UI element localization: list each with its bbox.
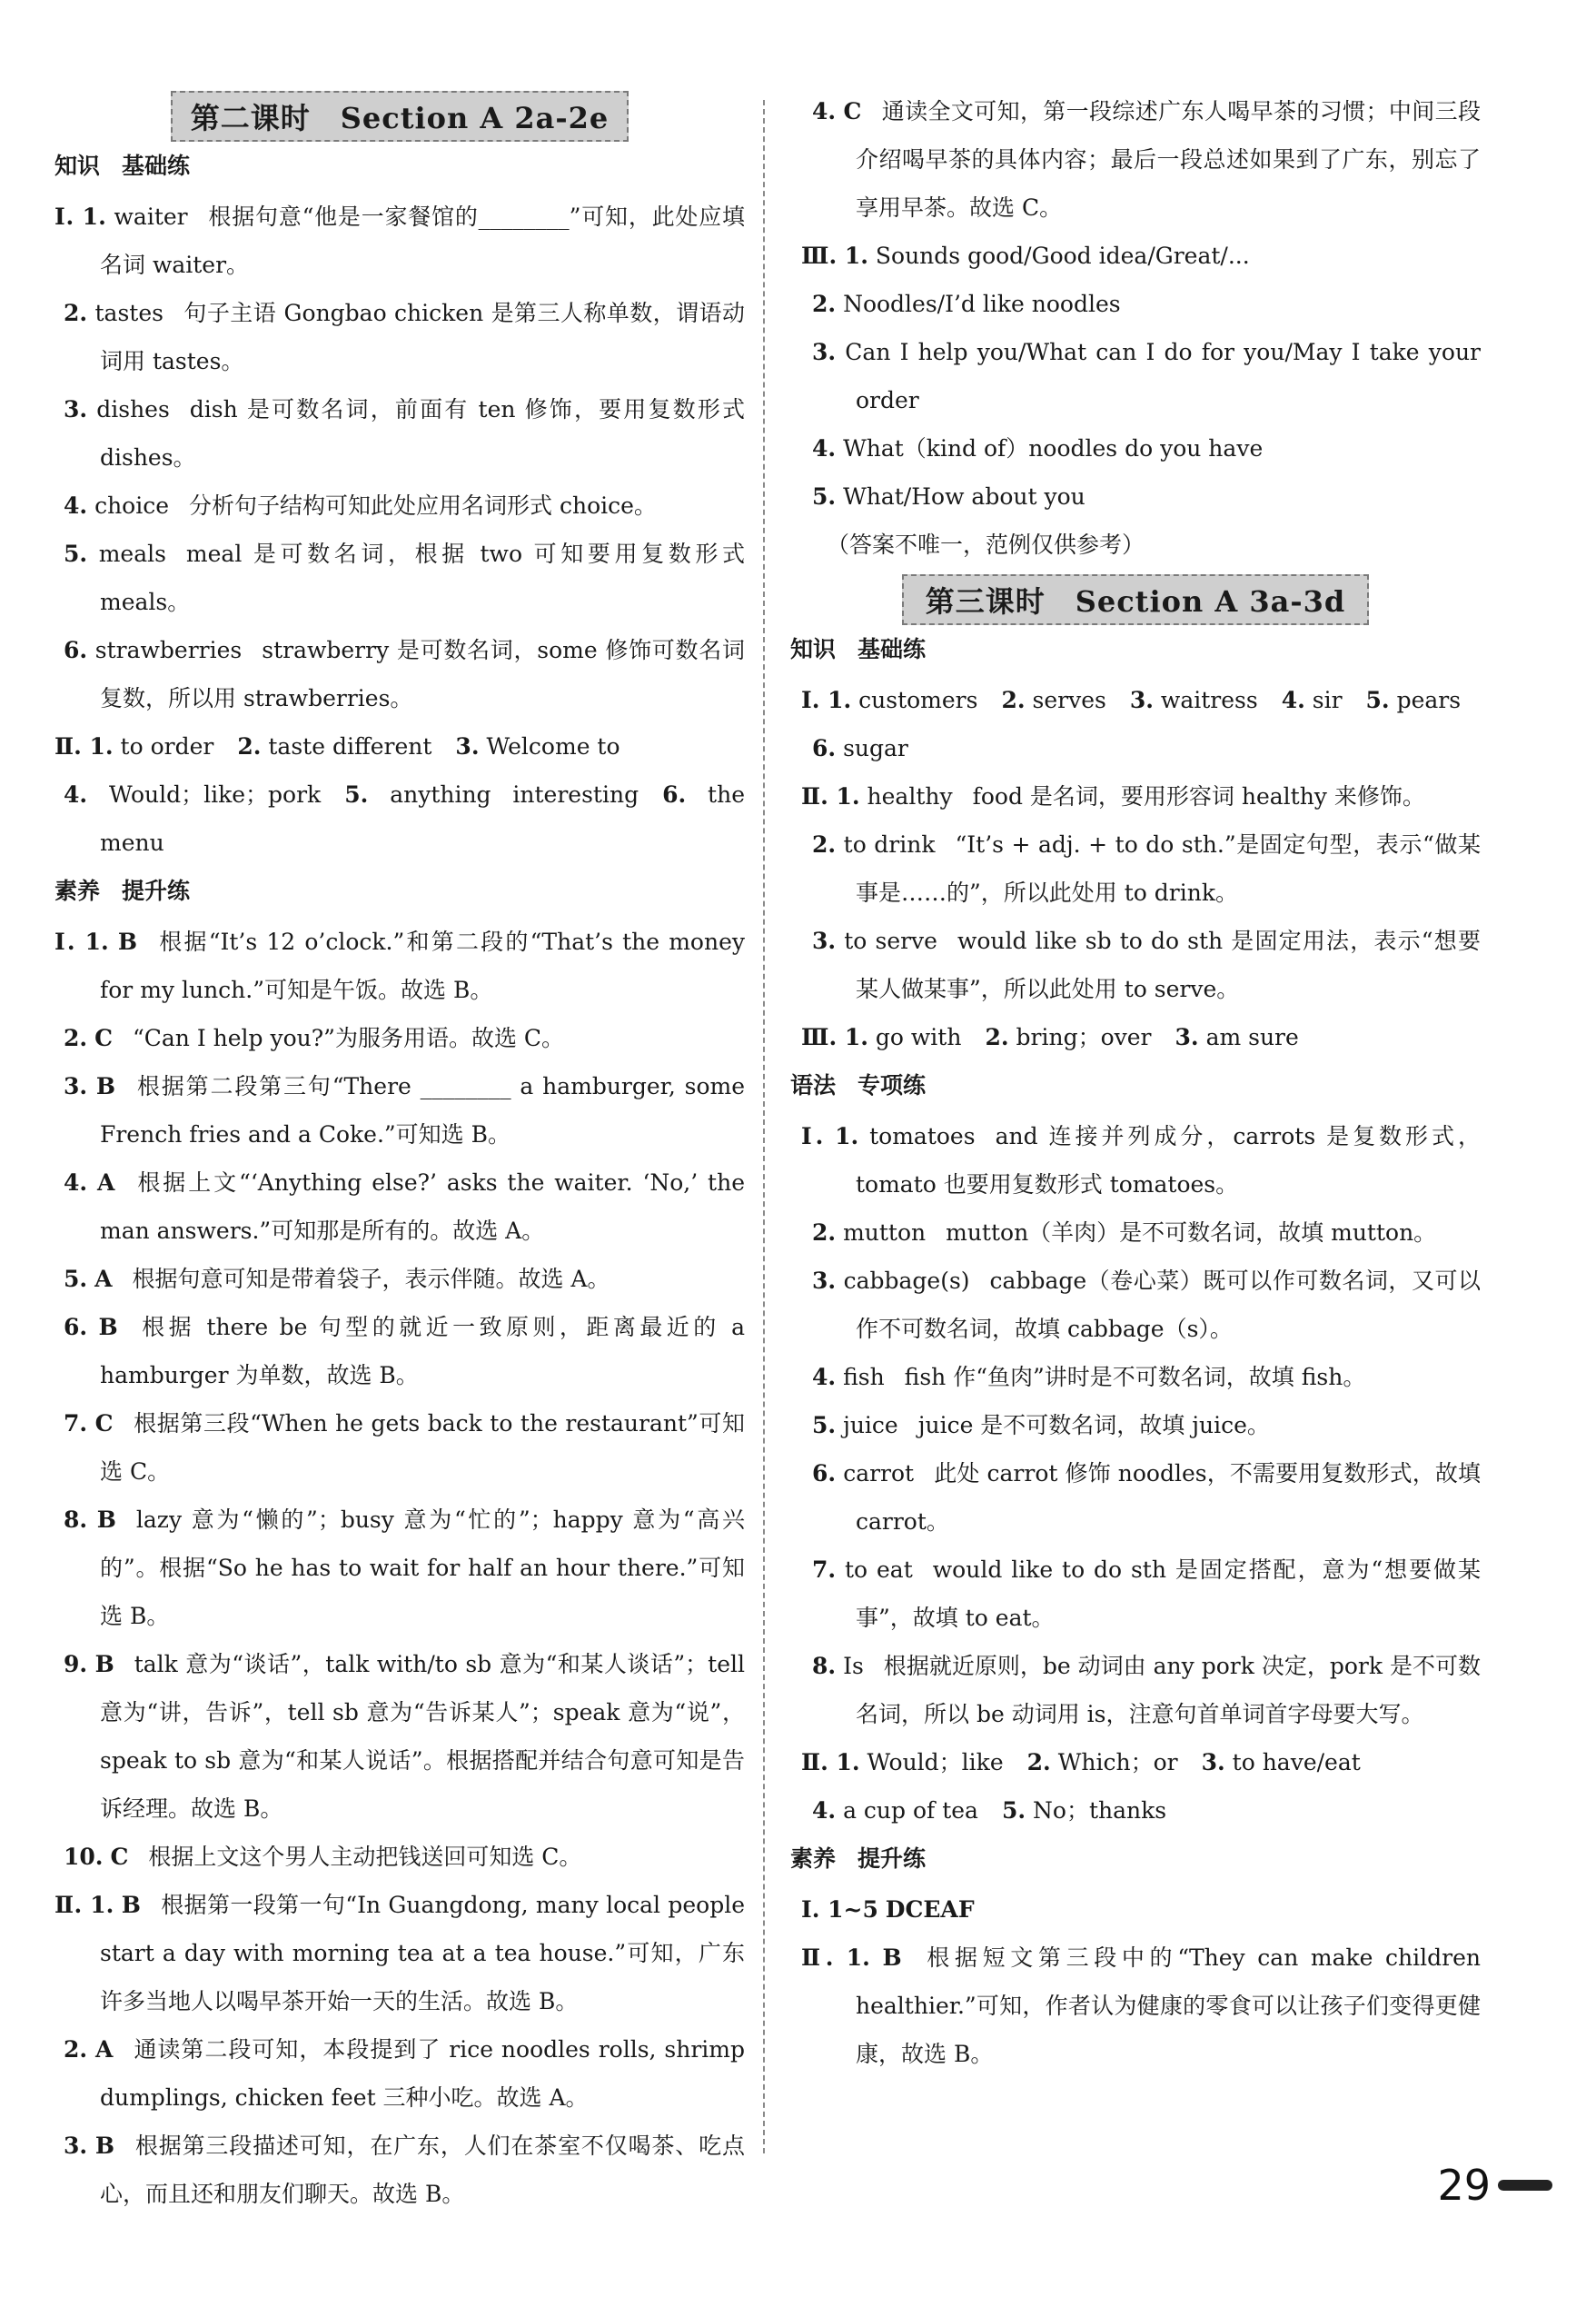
answer-item: 2. mutton mutton（羊肉）是不可数名词，故填 mutton。 [812,1219,1437,1246]
answer-item: 7. C 根据第三段“When he gets back to the restaurant”可知选 C。 [64,1410,745,1485]
answer-item: 8. B lazy 意为“懒的”；busy 意为“忙的”；happy 意为“高兴的”。根据“So he has to wait for half an hour there.”可知选 B。 [64,1506,745,1629]
right-column [790,87,1481,2078]
answer-row: 4. a cup of tea 5. No；thanks [812,1797,1167,1824]
page-number-bar [1498,2180,1552,2191]
answer-item: 2. C “Can I help you?”为服务用语。故选 C。 [64,1025,565,1051]
answer-item: 3. B 根据第二段第三句“There ________ a hamburger, some French fries and a Coke.”可知选 B。 [64,1073,746,1148]
page-number [1437,2161,1552,2210]
answer-item: 8. Is 根据就近原则，be 动词由 any pork 决定，pork 是不可数名词，所以 be 动词用 is，注意句首单词首字母要大写。 [812,1653,1481,1727]
answer-item: 2. to drink “It’s + adj. + to do sth.”是固定句型，表示“做某事是……的”，所以此处用 to drink。 [812,831,1481,906]
answer-item: 3. Can I help you/What can I do for you/May I take your order [812,339,1481,413]
answer-item: 6. carrot 此处 carrot 修饰 noodles，不需要用复数形式，故填 carrot。 [812,1460,1482,1535]
answer-item: 4. A 根据上文“‘Anything else?’ asks the waiter. ‘No,’ the man answers.”可知那是所有的。故选 A。 [64,1169,746,1244]
answer-item: 3. to serve would like sb to do sth 是固定用法，表示“想要某人做某事”，所以此处用 to serve。 [812,928,1481,1002]
page-number-text: 29 [1437,2161,1491,2210]
left-column [55,91,745,2218]
section-heading: 知识 基础练 [790,636,927,662]
section-heading: 知识 基础练 [55,153,191,179]
answer-item: Ⅰ. 1. waiter 根据句意“他是一家餐馆的________”可知，此处应填名词 waiter。 [55,204,745,278]
answer-row: 4. Would；like；pork 5. anything interesting 6. the menu [64,781,745,856]
answer-item: 3. B 根据第三段描述可知，在广东，人们在茶室不仅喝茶、吃点心，而且还和朋友们聊天。故选 B。 [64,2133,745,2207]
answer-item: 6. B 根据 there be 句型的就近一致原则，距离最近的 a hamburger 为单数，故选 B。 [64,1314,745,1388]
answer-item: 10. C 根据上文这个男人主动把钱送回可知选 C。 [64,1844,582,1870]
answer-item: 2. tastes 句子主语 Gongbao chicken 是第三人称单数，谓语动词用 tastes。 [64,300,745,374]
answer-item: 2. Noodles/I’d like noodles [812,291,1121,317]
answer-row: Ⅲ. 1. go with 2. bring；over 3. am sure [801,1024,1299,1050]
answer-item: 3. dishes dish 是可数名词，前面有 ten 修饰，要用复数形式 dishes。 [64,396,745,471]
answer-row: Ⅱ. 1. Would；like 2. Which；or 3. to have/eat [801,1749,1361,1775]
answer-note: （答案不唯一，范例仅供参考） [827,532,1145,558]
answer-row: Ⅱ. 1. to order 2. taste different 3. Welcome to [55,733,620,760]
answer-item: Ⅱ. 1. B 根据短文第三段中的“They can make children healthier.”可知，作者认为健康的零食可以让孩子们变得更健康，故选 B。 [801,1944,1481,2067]
answer-item: 4. What（kind of）noodles do you have [812,435,1264,462]
answer-row: Ⅰ. 1~5 DCEAF [801,1896,975,1923]
section-heading: 素养 提升练 [55,878,191,904]
answer-item: Ⅲ. 1. Sounds good/Good idea/Great/... [801,243,1250,269]
answer-item: 5. juice juice 是不可数名词，故填 juice。 [812,1412,1270,1438]
answer-item: Ⅱ. 1. B 根据第一段第一句“In Guangdong, many local people start a day with morning tea at a tea house.”可知，广东许多当地人以喝早茶开始一天的生活。故选 B。 [55,1892,746,2014]
answer-item: 5. What/How about you [812,483,1085,510]
column-divider [763,100,765,2153]
section-heading: 素养 提升练 [790,1845,927,1872]
answer-item: 2. A 通读第二段可知，本段提到了 rice noodles rolls, shrimp dumplings, chicken feet 三种小吃。故选 A。 [64,2036,745,2111]
section-heading: 语法 专项练 [790,1072,927,1099]
answer-item: 4. fish fish 作“鱼肉”讲时是不可数名词，故填 fish。 [812,1364,1366,1390]
answer-item: 4. C 通读全文可知，第一段综述广东人喝早茶的习惯；中间三段介绍喝早茶的具体内容；最后一段总述如果到了广东，别忘了享用早茶。故选 C。 [812,98,1481,221]
lesson-title: 第二课时 Section A 2a-2e [171,91,629,142]
answer-item: 5. meals meal 是可数名词，根据 two 可知要用复数形式 meals。 [64,541,745,615]
answer-item: 9. B talk 意为“谈话”，talk with/to sb 意为“和某人谈话”；tell 意为“讲，告诉”，tell sb 意为“告诉某人”；speak 意为“说”，speak to sb 意为“和某人说话”。根据搭配并结合句意可知是告诉经理。故选 B。 [64,1651,745,1822]
answer-row: Ⅰ. 1. customers 2. serves 3. waitress 4. sir 5. pears [801,687,1462,713]
answer-item: Ⅰ. 1. B 根据“It’s 12 o’clock.”和第二段的“That’s the money for my lunch.”可知是午饭。故选 B。 [55,929,746,1003]
answer-item: 4. choice 分析句子结构可知此处应用名词形式 choice。 [64,492,657,519]
lesson-title: 第三课时 Section A 3a-3d [902,574,1369,625]
answer-item: 3. cabbage(s) cabbage（卷心菜）既可以作可数名词，又可以作不可数名词，故填 cabbage（s）。 [812,1268,1481,1342]
answer-item: 7. to eat would like to do sth 是固定搭配，意为“想要做某事”，故填 to eat。 [812,1556,1482,1631]
answer-row: 6. sugar [812,735,908,761]
answer-item: 5. A 根据句意可知是带着袋子，表示伴随。故选 A。 [64,1266,610,1292]
answer-item: Ⅰ. 1. tomatoes and 连接并列成分，carrots 是复数形式，tomato 也要用复数形式 tomatoes。 [801,1123,1482,1198]
answer-item: Ⅱ. 1. healthy food 是名词，要用形容词 healthy 来修饰。 [801,783,1425,810]
answer-item: 6. strawberries strawberry 是可数名词，some 修饰可数名词复数，所以用 strawberries。 [64,637,745,711]
